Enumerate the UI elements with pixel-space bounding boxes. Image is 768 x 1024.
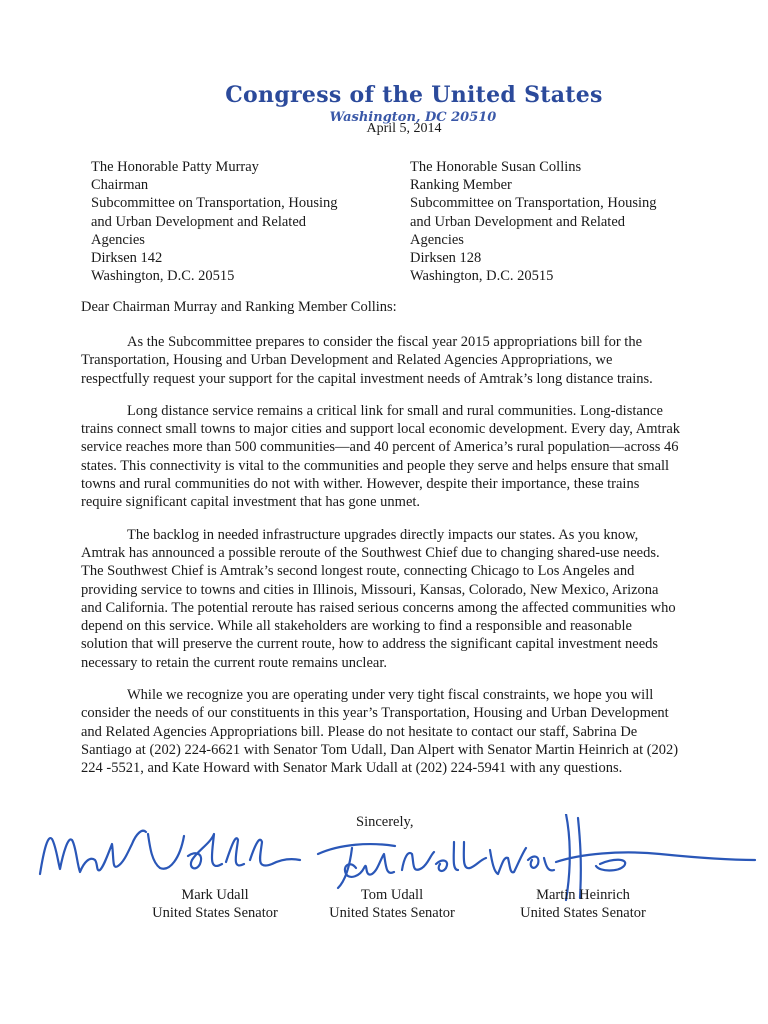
signatory-name: Tom Udall xyxy=(360,887,424,903)
body-paragraph: Long distance service remains a critical link for small and rural communities. Long-distance trains connect small towns to major cities and support local economic development. Every day, Amtrak service reaches more than 500 communities—and 40 percent of America’s rural population—across 46 states. This connectivity is vital to the communities and people they serve and helps ensure that small towns and rural communities do not with wither. However, despite their importance, these trains require significant capital investment that has gone unmet. xyxy=(81,402,681,511)
address-line: Agencies xyxy=(91,231,145,248)
signatory-title: United States Senator xyxy=(329,905,455,921)
address-line: and Urban Development and Related xyxy=(91,213,307,230)
address-line: Dirksen 142 xyxy=(91,250,163,267)
body-paragraph: As the Subcommittee prepares to consider the fiscal year 2015 appropriations bill for the Transportation, Housing and Urban Development and Related Agencies Appropriations, we respectfully request your support for the capital investment needs of Amtrak’s long distance trains. xyxy=(81,334,653,387)
address-line: Subcommittee on Transportation, Housing xyxy=(410,195,657,212)
body-paragraph: The backlog in needed infrastructure upgrades directly impacts our states. As you know, Amtrak has announced a possible reroute of the Southwest Chief due to changing shared-use needs. The Southwest Chief is Amtrak’s second longest route, connecting Chicago to Los Angeles and providing service to towns and cities in Illinois, Missouri, Kansas, Colorado, New Mexico, Arizona and California. The potential reroute has raised serious concerns among the affected communities who depend on this service. While all stakeholders are working to find a responsible and reasonable solution that will preserve the current route, how to address the significant capital investment needs necessary to retain the current route remains unclear. xyxy=(81,526,676,671)
letterhead-title: Congress of the United States xyxy=(225,82,603,108)
address-line: Agencies xyxy=(410,231,464,248)
address-line: Dirksen 128 xyxy=(410,250,482,267)
signature-tom-udall xyxy=(318,842,486,888)
letterhead-city: Washington, DC 20510 xyxy=(329,110,497,125)
signatory-name: Mark Udall xyxy=(181,887,249,903)
address-line: and Urban Development and Related xyxy=(410,213,626,230)
signature-block xyxy=(0,814,768,934)
signatory-tom-udall xyxy=(312,886,472,922)
signatory-title: United States Senator xyxy=(520,905,646,921)
address-line: The Honorable Susan Collins xyxy=(410,159,582,175)
address-line: Washington, D.C. 20515 xyxy=(91,268,235,285)
address-line: Chairman xyxy=(91,177,149,194)
signatory-title: United States Senator xyxy=(152,905,278,921)
signature-mark-udall xyxy=(40,831,300,874)
recipient-address-left xyxy=(91,158,381,285)
body-paragraph: While we recognize you are operating under very tight fiscal constraints, we hope you will consider the needs of our constituents in this year’s Transportation, Housing and Urban Development and Related Agencies Appropriations bill. Please do not hesitate to contact our staff, Sabrina De Santiago at (202) 224-6621 with Senator Tom Udall, Dan Alpert with Senator Martin Heinrich at (202) 224 -5521, and Kate Howard with Senator Mark Udall at (202) 224-5941 with any questions. xyxy=(81,687,679,777)
address-line: Washington, D.C. 20515 xyxy=(410,268,554,285)
letter-body xyxy=(81,333,681,792)
signatory-name: Martin Heinrich xyxy=(536,887,630,903)
address-line: The Honorable Patty Murray xyxy=(91,159,259,175)
closing: Sincerely, xyxy=(356,814,414,830)
address-line: Subcommittee on Transportation, Housing xyxy=(91,195,338,212)
salutation: Dear Chairman Murray and Ranking Member Collins: xyxy=(81,299,397,315)
signatory-mark-udall xyxy=(130,886,300,922)
letterhead xyxy=(0,82,768,125)
address-line: Ranking Member xyxy=(410,177,512,194)
letter-date: April 5, 2014 xyxy=(366,121,442,136)
signatory-martin-heinrich xyxy=(508,886,658,922)
recipient-address-right xyxy=(410,158,710,285)
